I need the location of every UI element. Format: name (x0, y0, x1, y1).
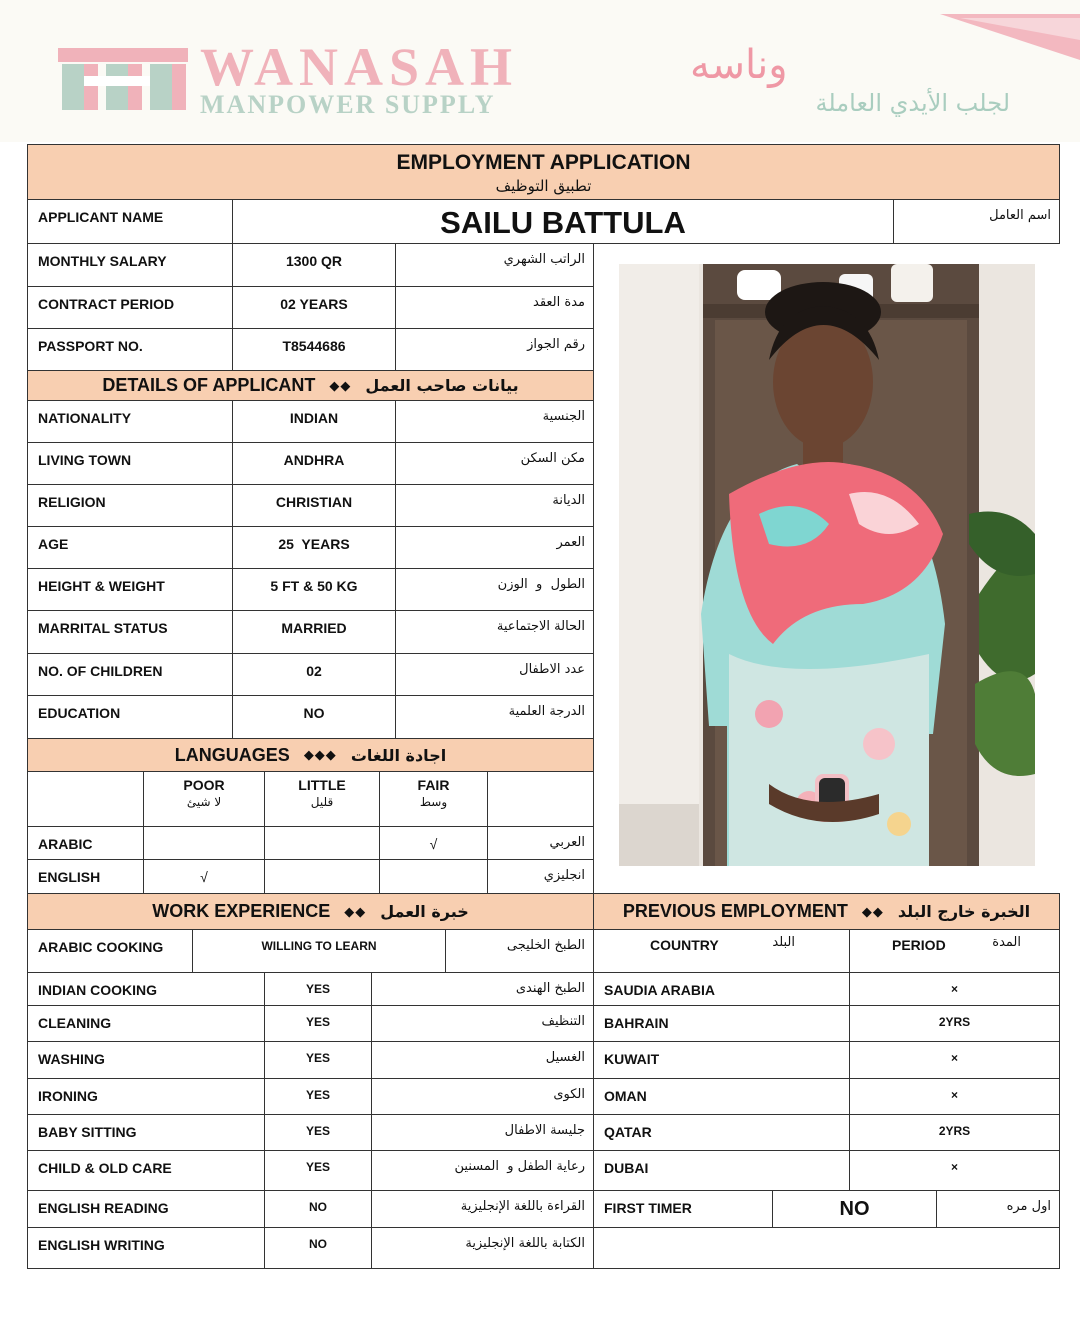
ironing-value: YES (264, 1078, 372, 1115)
first-timer-label: FIRST TIMER (593, 1190, 773, 1228)
company-logo-icon (58, 42, 188, 112)
level-poor-header (143, 771, 265, 827)
period-bahrain: 2YRS (849, 1005, 1060, 1042)
passport-no-label: PASSPORT NO. (27, 328, 233, 371)
religion-label-ar: الديانة (395, 484, 594, 527)
period-qatar: 2YRS (849, 1114, 1060, 1151)
height-weight-label-ar: الطول و الوزن (395, 568, 594, 611)
child-old-care-label-ar: رعاية الطفل و المسنين (371, 1150, 594, 1191)
contract-period-label-ar: مدة العقد (395, 286, 594, 329)
living-town-value: ANDHRA (232, 442, 396, 485)
children-label-ar: عدد الاطفال (395, 653, 594, 696)
arabic-little-mark (264, 826, 380, 860)
period-column-header (849, 929, 1060, 973)
ironing-label: IRONING (27, 1078, 265, 1115)
nationality-value: INDIAN (232, 400, 396, 443)
marital-status-value: MARRIED (232, 610, 396, 654)
diamond-icon: ◆◆◆ (303, 747, 337, 762)
english-reading-label-ar: القراءة باللغة الإنجليزية (371, 1190, 594, 1228)
arabic-cooking-value: WILLING TO LEARN (192, 929, 446, 973)
languages-title-en: LANGUAGES (174, 744, 290, 765)
height-weight-label: HEIGHT & WEIGHT (27, 568, 233, 611)
arabic-poor-mark (143, 826, 265, 860)
passport-no-label-ar: رقم الجواز (395, 328, 594, 371)
brand-tagline-ar: لجلب الأيدي العاملة (815, 89, 1010, 117)
washing-label-ar: الغسيل (371, 1041, 594, 1079)
work-experience-title-en: WORK EXPERIENCE (152, 901, 331, 921)
country-saudia-arabia: SAUDIA ARABIA (593, 972, 850, 1006)
applicant-name-value (232, 199, 894, 244)
period-dubai: × (849, 1150, 1060, 1191)
nationality-label-ar: الجنسية (395, 400, 594, 443)
washing-label: WASHING (27, 1041, 265, 1079)
ironing-label-ar: الكوى (371, 1078, 594, 1115)
country-header-ar: البلد (772, 935, 795, 950)
children-value: 02 (232, 653, 396, 696)
previous-employment-section-header (593, 893, 1060, 930)
previous-employment-blank-row (593, 1227, 1060, 1269)
level-little-en: LITTLE (298, 777, 346, 793)
level-poor-ar: لا شيئ (186, 795, 222, 809)
diamond-icon: ◆◆ (861, 903, 884, 919)
religion-label: RELIGION (27, 484, 233, 527)
level-poor-en: POOR (183, 777, 225, 793)
level-fair-header (379, 771, 488, 827)
baby-sitting-value: YES (264, 1114, 372, 1151)
contract-period-value: 02 YEARS (232, 286, 396, 329)
monthly-salary-label-ar: الراتب الشهري (395, 243, 594, 287)
religion-value: CHRISTIAN (232, 484, 396, 527)
level-little-ar: قليل (310, 795, 334, 809)
english-language-label-ar: انجليزي (487, 859, 594, 894)
country-qatar: QATAR (593, 1114, 850, 1151)
arabic-fair-mark: √ (379, 826, 488, 860)
country-oman: OMAN (593, 1078, 850, 1115)
english-reading-value: NO (264, 1190, 372, 1228)
diamond-icon: ◆◆ (344, 903, 367, 919)
form-title-ar: تطبيق التوظيف (495, 177, 592, 195)
applicant-photo (619, 264, 1035, 866)
country-column-header (593, 929, 850, 973)
english-writing-value: NO (264, 1227, 372, 1269)
letterhead (0, 0, 1080, 142)
contract-period-label: CONTRACT PERIOD (27, 286, 233, 329)
country-header-en: COUNTRY (650, 937, 719, 953)
country-bahrain: BAHRAIN (593, 1005, 850, 1042)
period-header-ar: المدة (992, 935, 1021, 950)
applicant-name-label: APPLICANT NAME (27, 199, 233, 244)
english-fair-mark (379, 859, 488, 894)
nationality-label: NATIONALITY (27, 400, 233, 443)
height-weight-value: 5 FT & 50 KG (232, 568, 396, 611)
languages-section-header (27, 738, 594, 772)
brand-tagline-en: MANPOWER SUPPLY (200, 90, 496, 119)
living-town-label: LIVING TOWN (27, 442, 233, 485)
english-language-label: ENGLISH (27, 859, 144, 894)
form-title-bar (27, 144, 1060, 200)
indian-cooking-label-ar: الطبخ الهندى (371, 972, 594, 1006)
age-label-ar: العمر (395, 526, 594, 569)
languages-header-blank (27, 771, 144, 827)
baby-sitting-label-ar: جليسة الاطفال (371, 1114, 594, 1151)
marital-status-label-ar: الحالة الاجتماعية (395, 610, 594, 654)
details-section-header (27, 370, 594, 401)
level-fair-ar: وسط (419, 795, 448, 809)
english-writing-label: ENGLISH WRITING (27, 1227, 265, 1269)
education-label-ar: الدرجة العلمية (395, 695, 594, 739)
period-oman: × (849, 1078, 1060, 1115)
arabic-cooking-label-ar: الطبخ الخليجى (445, 929, 594, 973)
arabic-language-label: ARABIC (27, 826, 144, 860)
applicant-name-label-ar: اسم العامل (893, 199, 1060, 244)
living-town-label-ar: مكن السكن (395, 442, 594, 485)
children-label: NO. OF CHILDREN (27, 653, 233, 696)
languages-header-blank-right (487, 771, 594, 827)
english-reading-label: ENGLISH READING (27, 1190, 265, 1228)
previous-employment-title-ar: الخبرة خارج البلد (897, 902, 1031, 921)
education-value: NO (232, 695, 396, 739)
english-writing-label-ar: الكتابة باللغة الإنجليزية (371, 1227, 594, 1269)
country-kuwait: KUWAIT (593, 1041, 850, 1079)
arabic-cooking-label: ARABIC COOKING (27, 929, 193, 973)
washing-value: YES (264, 1041, 372, 1079)
details-title-ar: بيانات صاحب العمل (365, 376, 519, 395)
english-poor-mark: √ (143, 859, 265, 894)
marital-status-label: MARRITAL STATUS (27, 610, 233, 654)
period-kuwait: × (849, 1041, 1060, 1079)
indian-cooking-label: INDIAN COOKING (27, 972, 265, 1006)
passport-no-value: T8544686 (232, 328, 396, 371)
arabic-language-label-ar: العربي (487, 826, 594, 860)
first-timer-value-cell (772, 1190, 937, 1228)
cleaning-label-ar: التنظيف (371, 1005, 594, 1042)
brand-name-en: WANASAH (200, 37, 519, 97)
details-title-en: DETAILS OF APPLICANT (102, 375, 316, 395)
level-little-header (264, 771, 380, 827)
monthly-salary-label: MONTHLY SALARY (27, 243, 233, 287)
level-fair-en: FAIR (417, 777, 450, 793)
child-old-care-value: YES (264, 1150, 372, 1191)
cleaning-label: CLEANING (27, 1005, 265, 1042)
country-dubai: DUBAI (593, 1150, 850, 1191)
diamond-icon: ◆◆ (329, 377, 352, 393)
child-old-care-label: CHILD & OLD CARE (27, 1150, 265, 1191)
education-label: EDUCATION (27, 695, 233, 739)
monthly-salary-value: 1300 QR (232, 243, 396, 287)
age-value: 25 YEARS (232, 526, 396, 569)
age-label: AGE (27, 526, 233, 569)
english-little-mark (264, 859, 380, 894)
baby-sitting-label: BABY SITTING (27, 1114, 265, 1151)
indian-cooking-value: YES (264, 972, 372, 1006)
brand-name-ar: وناسه (690, 42, 788, 88)
period-header-en: PERIOD (892, 937, 946, 953)
first-timer-label-ar: اول مره (936, 1190, 1060, 1228)
period-saudia-arabia: × (849, 972, 1060, 1006)
first-timer-value: NO (839, 1198, 870, 1220)
work-experience-section-header (27, 893, 594, 930)
applicant-name: SAILU BATTULA (440, 205, 686, 240)
languages-title-ar: اجادة اللغات (350, 745, 447, 765)
work-experience-title-ar: خبرة العمل (380, 902, 469, 921)
cleaning-value: YES (264, 1005, 372, 1042)
previous-employment-title-en: PREVIOUS EMPLOYMENT (622, 901, 848, 921)
form-title-en: EMPLOYMENT APPLICATION (396, 151, 691, 174)
